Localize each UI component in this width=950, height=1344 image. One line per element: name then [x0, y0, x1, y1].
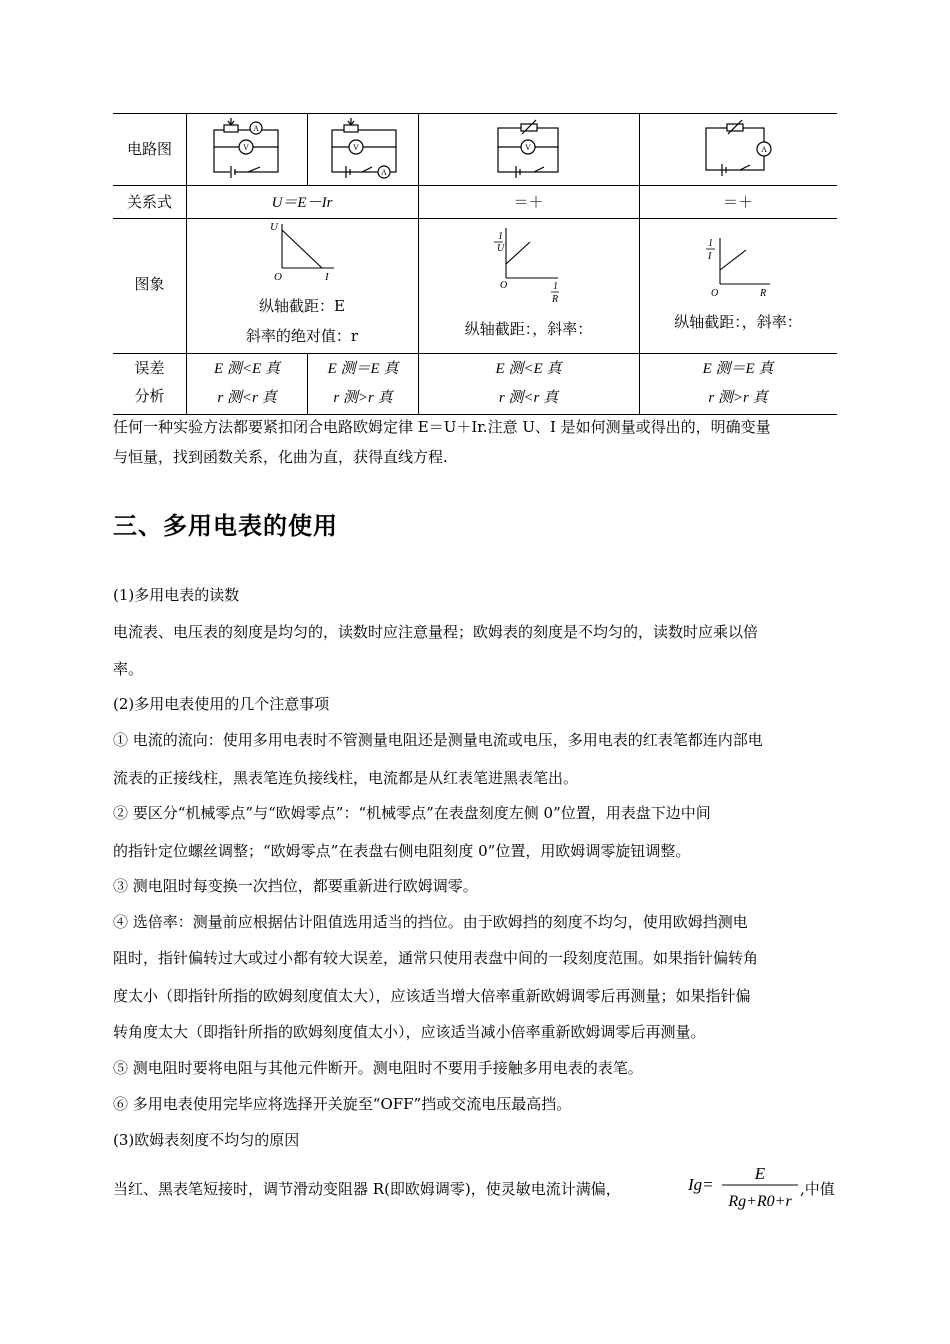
graph-axis-y-denominator: U — [497, 243, 505, 254]
table-row-divider — [113, 353, 837, 354]
graph-axis-y-numerator: 1 — [708, 238, 713, 249]
graph1-intercept-note: 纵轴截距：E — [259, 297, 345, 315]
circuit-diagram-4 — [700, 116, 776, 180]
error-r-col1: r 测<r 真 — [217, 390, 277, 406]
note-paragraph-line: 与恒量，找到函数关系，化曲为直，获得直线方程. — [113, 448, 448, 466]
row-label-error: 误差 — [134, 359, 165, 377]
voltmeter-label: V — [243, 143, 249, 152]
paragraph: (1)多用电表的读数 — [113, 586, 240, 604]
circuit-diagram-1 — [208, 116, 284, 180]
graph-axis-y-numerator: 1 — [498, 231, 503, 242]
paragraph-tail: ,中值 — [800, 1180, 835, 1198]
error-r-col3: r 测<r 真 — [498, 390, 559, 406]
graph-origin-label: O — [711, 288, 719, 299]
galvanometer-formula — [686, 1160, 802, 1214]
graph-u-vs-i — [262, 218, 342, 284]
graph-origin-label: O — [500, 280, 508, 291]
graph3-note: 纵轴截距：，斜率： — [464, 320, 593, 338]
error-r-col2: r 测>r 真 — [333, 390, 393, 406]
ammeter-label: A — [381, 168, 387, 177]
table-row-divider — [113, 218, 837, 219]
paragraph: ② 要区分“机械零点”与“欧姆零点”：“机械零点”在表盘刻度左侧 0”位置，用表盘下边中间 — [113, 804, 711, 822]
relation-formula-2: ＝＋ — [513, 193, 544, 211]
paragraph: 率。 — [113, 660, 144, 678]
graph-axis-x-label: R — [760, 288, 767, 299]
paragraph: 度太小（即指针所指的欧姆刻度值太大），应该适当增大倍率重新欧姆调零后再测量；如果指针偏 — [113, 987, 751, 1005]
paragraph: ⑥ 多用电表使用完毕应将选择开关旋至“OFF”挡或交流电压最高挡。 — [113, 1095, 572, 1113]
graph-inv-i-vs-r — [700, 232, 780, 304]
ammeter-label: A — [253, 124, 259, 133]
circuit-diagram-3 — [492, 116, 564, 180]
formula-lhs: Ig= — [688, 1175, 714, 1194]
graph-axis-x-label: I — [325, 271, 329, 283]
error-e-col1: E 测<E 真 — [214, 361, 280, 377]
paragraph: 流表的正接线柱，黑表笔连负接线柱，电流都是从红表笔进黑表笔出。 — [113, 769, 579, 787]
ammeter-label: A — [761, 145, 767, 154]
circuit-diagram-2 — [326, 116, 402, 180]
row-label-analysis: 分析 — [134, 387, 165, 405]
relation-formula-3: ＝＋ — [722, 193, 753, 211]
paragraph: 当红、黑表笔短接时，调节滑动变阻器 R(即欧姆调零)，使灵敏电流计满偏， — [113, 1180, 621, 1198]
graph1-slope-note: 斜率的绝对值：r — [245, 327, 359, 345]
paragraph: 转角度太大（即指针所指的欧姆刻度值太小），应该适当减小倍率重新欧姆调零后再测量。 — [113, 1023, 706, 1041]
graph-axis-y-label: U — [270, 221, 278, 233]
paragraph: 阻时，指针偏转过大或过小都有较大误差，通常只使用表盘中间的一段刻度范围。如果指针偏转角 — [113, 949, 759, 967]
paragraph: ① 电流的流向：使用多用电表时不管测量电阻还是测量电流或电压，多用电表的红表笔都连内部电 — [113, 731, 763, 749]
error-e-col3: E 测<E 真 — [495, 361, 562, 377]
row-label-relation: 关系式 — [126, 193, 172, 211]
row-label-circuit: 电路图 — [126, 140, 172, 158]
graph-axis-x-numerator: 1 — [553, 281, 558, 292]
voltmeter-label: V — [353, 143, 359, 152]
paragraph: (2)多用电表使用的几个注意事项 — [113, 695, 330, 713]
section-heading: 三、多用电表的使用 — [113, 512, 338, 540]
paragraph: ⑤ 测电阻时要将电阻与其他元件断开。测电阻时不要用手接触多用电表的表笔。 — [113, 1059, 643, 1077]
error-e-col2: E 测＝E 真 — [327, 361, 399, 377]
formula-denominator: Rg+R0+r — [728, 1193, 792, 1210]
table-border-bottom — [113, 414, 837, 415]
paragraph: 电流表、电压表的刻度是均匀的，读数时应注意量程；欧姆表的刻度是不均匀的，读数时应乘以倍 — [113, 623, 759, 641]
note-paragraph-line: 任何一种实验方法都要紧扣闭合电路欧姆定律 E＝U＋Ir.注意 U、I 是如何测量或得出的，明确变量 — [113, 418, 771, 436]
paragraph: 的指针定位螺丝调整；“欧姆零点”在表盘右侧电阻刻度 0”位置，用欧姆调零旋钮调整。 — [113, 842, 691, 860]
graph4-note: 纵轴截距：，斜率： — [674, 313, 802, 331]
table-row-divider — [113, 185, 837, 186]
voltmeter-label: V — [525, 143, 531, 152]
paragraph: (3)欧姆表刻度不均匀的原因 — [113, 1131, 300, 1149]
paragraph: ④ 选倍率：测量前应根据估计阻值选用适当的挡位。由于欧姆挡的刻度不均匀，使用欧姆挡测电 — [113, 913, 748, 931]
error-r-col4: r 测>r 真 — [708, 390, 768, 406]
table-col-divider — [307, 113, 308, 186]
error-e-col4: E 测＝E 真 — [702, 361, 774, 377]
table-border-top — [113, 113, 837, 114]
graph-axis-x-denominator: R — [552, 294, 559, 305]
graph-inv-u-vs-inv-r — [488, 222, 568, 308]
formula-numerator: E — [754, 1164, 766, 1183]
row-label-graph: 图象 — [134, 275, 165, 293]
graph-axis-y-denominator: I — [708, 251, 712, 262]
graph-origin-label: O — [274, 271, 282, 283]
relation-formula-1: U＝E－Ir — [271, 195, 333, 211]
paragraph: ③ 测电阻时每变换一次挡位，都要重新进行欧姆调零。 — [113, 877, 478, 895]
